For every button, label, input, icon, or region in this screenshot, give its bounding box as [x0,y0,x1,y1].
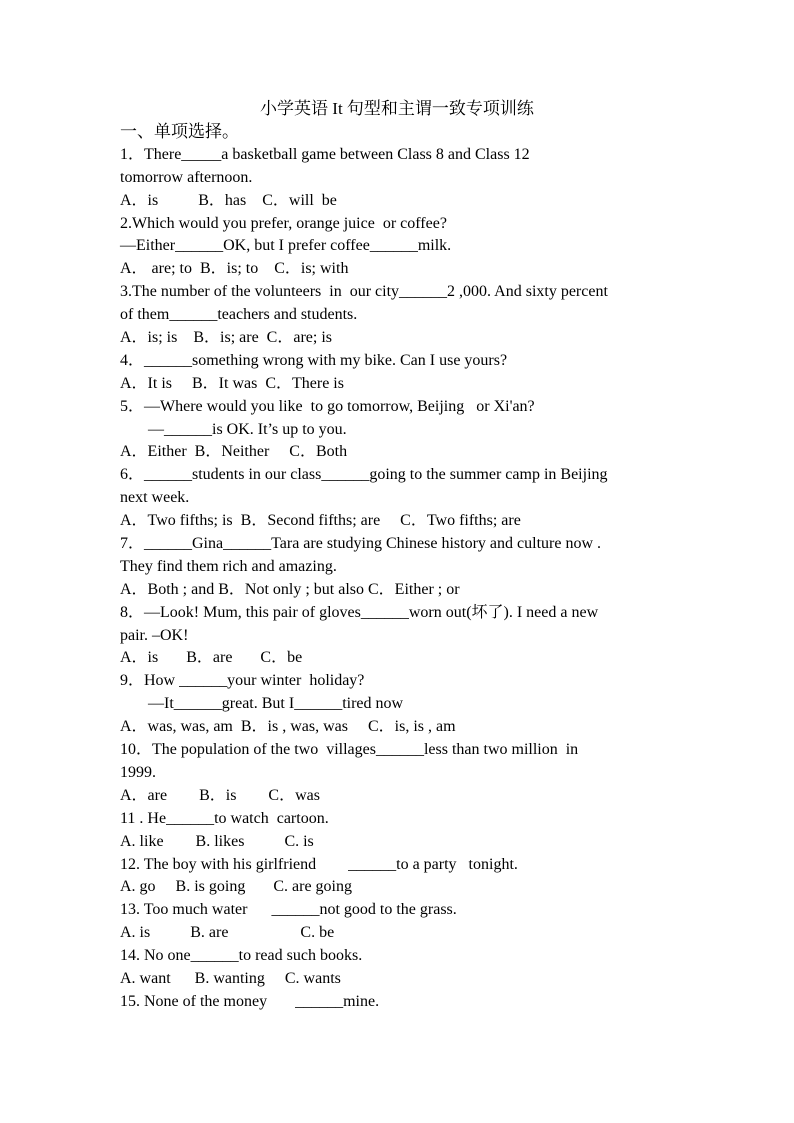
question-1-stem-cont: tomorrow afternoon. [120,168,253,186]
question-10-stem-cont: 1999. [120,763,156,781]
question-11-stem: 11 . He______to watch cartoon. [120,809,329,827]
question-8-stem-cont: pair. –OK! [120,626,189,644]
question-6-stem-cont: next week. [120,489,190,507]
question-2-options: A． are; to B．is; to C．is; with [120,260,349,278]
question-5-stem: 5．—Where would you like to go tomorrow, Beijing or Xi'an? [120,397,535,415]
question-2-response: —Either______OK, but I prefer coffee______milk. [120,237,452,255]
section-heading: 一、单项选择。 [120,122,239,141]
question-7-options: A．Both ; and B．Not only ; but also C．Either ; or [120,580,460,598]
question-15-stem: 15. None of the money ______mine. [120,992,380,1010]
question-7-stem: 7．______Gina______Tara are studying Chinese history and culture now . [120,535,602,553]
question-11-options: A. like B. likes C. is [120,832,314,850]
question-5-response: —______is OK. It’s up to you. [140,420,347,438]
question-8-options: A．is B．are C．be [120,649,303,667]
question-9-stem: 9．How ______your winter holiday? [120,672,365,690]
question-4-options: A．It is B．It was C．There is [120,374,344,392]
question-10-options: A．are B．is C．was [120,786,320,804]
question-6-stem: 6．______students in our class______going to the summer camp in Beijing [120,466,608,484]
question-10-stem: 10．The population of the two villages______less than two million in [120,741,579,759]
question-1-options: A．is B．has C．will be [120,191,337,209]
exercise-body [120,121,680,1014]
question-14-stem: 14. No one______to read such books. [120,947,363,965]
question-1-stem: 1．There_____a basketball game between Class 8 and Class 12 [120,145,530,163]
question-13-options: A. is B. are C. be [120,924,335,942]
question-4-stem: 4．______something wrong with my bike. Can I use yours? [120,351,508,369]
question-9-response: —It______great. But I______tired now [140,695,404,713]
question-3-stem: 3.The number of the volunteers in our city______2 ,000. And sixty percent [120,283,608,301]
question-3-stem-cont: of them______teachers and students. [120,306,358,324]
question-14-options: A. want B. wanting C. wants [120,969,341,987]
question-5-options: A．Either B．Neither C．Both [120,443,348,461]
question-7-stem-cont: They find them rich and amazing. [120,557,337,575]
question-9-options: A．was, was, am B．is , was, was C．is, is , am [120,718,456,736]
page-title: 小学英语 It 句型和主谓一致专项训练 [260,99,534,118]
question-12-options: A. go B. is going C. are going [120,878,352,896]
question-13-stem: 13. Too much water ______not good to the grass. [120,901,457,919]
question-8-stem: 8．—Look! Mum, this pair of gloves______worn out(坏了). I need a new [120,603,599,621]
question-12-stem: 12. The boy with his girlfriend ______to a party tonight. [120,855,518,873]
question-6-options: A．Two fifths; is B．Second fifths; are C．Two fifths; are [120,512,521,530]
question-3-options: A．is; is B．is; are C．are; is [120,329,332,347]
question-2-stem: 2.Which would you prefer, orange juice or coffee? [120,214,447,232]
